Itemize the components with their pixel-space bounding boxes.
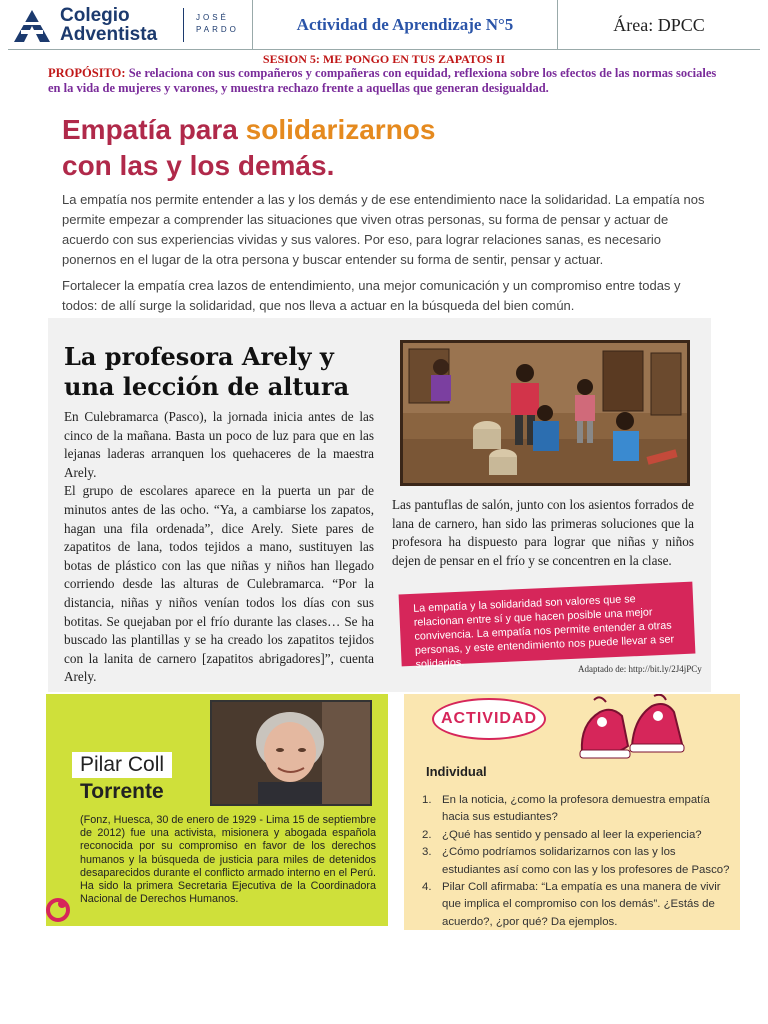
story-paragraph-2: El grupo de escolares aparece en la puerta un par de minutos antes de las ocho. “Ya, a cambiarse los zapatos, hagan una fila ordenada”, dice Arely. Siete pares de zapatitos de lana, todos tejidos a mano, sustituyen las botas de plástico con las que niñas y niños han llegado corriendo desde las alturas de Culebramarca. “Por la distancia, niñas y niños venían todos los días con sus botitas. Se quejaban por el frío durante las clases… Se ha buscado las plantillas y se ha creado los zapatitos tejidos con la lanita de carnero [zapatitos abrigadores]”, cuenta Arely. [64, 483, 374, 685]
portrait-icon [212, 702, 370, 804]
sneakers-icon [572, 694, 692, 766]
list-item [422, 879, 732, 931]
purpose [48, 66, 728, 96]
empathy-paragraph-2: Fortalecer la empatía crea lazos de entendimiento, una mejor comunicación y un compromiso entre todas y todos: de allí surge la solidaridad, que nos lleva a actuar en la búsqueda del bien común. [62, 278, 681, 313]
activity-box [404, 694, 740, 930]
list-item [422, 827, 732, 844]
decorative-swirl-icon [44, 894, 72, 924]
list-item [422, 844, 732, 879]
school-logo [8, 0, 253, 50]
logo-divider [183, 8, 184, 42]
empathy-paragraph-1: La empatía nos permite entender a las y los demás y de ese entendimiento nace la solidaridad. La empatía nos permite empezar a comprender las situaciones que viven otras personas, su forma de pensar y actuar de acuerdo con sus experiencias vividas y sus valores. Por eso, para lograr relaciones sanas, es necesario ponernos en el lugar de la otra persona y buscar entender su forma de sentir, pensar y actuar. [62, 192, 705, 267]
logo-sub2: PARDO [196, 25, 239, 34]
pilar-name: Pilar Coll [72, 752, 172, 778]
page-header [8, 0, 760, 50]
story-right-text: Las pantuflas de salón, junto con los asientos forrados de lana de carnero, han sido las primeras soluciones que la profesora ha dispuesto para lograr que niñas y niños dejen de pensar en el frío y se concentren en la clase. [392, 497, 694, 568]
pilar-coll-photo [210, 700, 372, 806]
empathy-title-c: con las y los demás. [62, 150, 335, 181]
empathy-title [62, 112, 435, 184]
school-logo-icon [12, 8, 52, 44]
pilar-coll-box [46, 694, 388, 926]
area-label: Área: DPCC [613, 14, 705, 35]
activity-badge: ACTIVIDAD [432, 698, 546, 740]
logo-line2: Adventista [60, 24, 158, 45]
purpose-text: Se relaciona con sus compañeros y compañeras con equidad, reflexiona sobre los efectos de las normas sociales en la vida de mujeres y varones, y muestra rechazo frente a aquellas que generan desigualdad. [48, 66, 717, 95]
empathy-title-highlight: solidarizarnos [245, 114, 436, 145]
empathy-title-a: Empatía para [62, 114, 246, 145]
story-source: Adaptado de: http://bit.ly/2J4jPCy [578, 664, 702, 674]
classroom-illustration-icon [403, 343, 687, 483]
pilar-bio: (Fonz, Huesca, 30 de enero de 1929 - Lima 15 de septiembre de 2012) fue una activista, misionera y abogada española reconocida por su compromiso en favor de los derechos humanos y la búsqueda de justicia para miles de detenidos desaparecidos durante el conflicto armado interno en el Perú. Ha sido la primera Secretaria Ejecutiva de la Coordinadora Nacional de Derechos Humanos. [80, 814, 376, 906]
item-number: 3. [422, 846, 432, 859]
logo-text [60, 6, 157, 44]
item-text: Pilar Coll afirmaba: “La empatía es una manera de vivir que implica el compromiso con los demás”. ¿Estás de acuerdo?, ¿por qué? Da ejemplos. [442, 881, 721, 928]
item-number: 4. [422, 881, 432, 894]
item-text: ¿Cómo podríamos solidarizarnos con las y los estudiantes así como con las y los profesores de Pasco? [442, 846, 730, 876]
session-title: SESION 5: ME PONGO EN TUS ZAPATOS II [262, 52, 506, 66]
item-text: En la noticia, ¿como la profesora demuestra empatía hacia sus estudiantes? [442, 794, 710, 824]
story-title-1: La profesora Arely y [64, 342, 334, 371]
story-left-text [64, 408, 374, 687]
logo-line1: Colegio [60, 5, 130, 26]
highlight-box: La empatía y la solidaridad son valores que se relacionan entre sí y que hacen posible una mejor convivencia. La empatía nos permite entender a otras personas, y este entendimiento nos puede llevar a ser solidarios. [399, 582, 696, 667]
item-text: ¿Qué has sentido y pensado al leer la experiencia? [442, 828, 702, 841]
activity-title: Actividad de Aprendizaje N°5 [253, 0, 558, 50]
activity-question-list [422, 792, 732, 931]
item-number: 1. [422, 794, 432, 806]
story-box [48, 318, 711, 692]
story-title [64, 342, 349, 402]
purpose-label: PROPÓSITO: [48, 66, 126, 80]
item-number: 2. [422, 828, 432, 841]
story-title-2: una lección de altura [64, 372, 350, 401]
story-paragraph-1: En Culebramarca (Pasco), la jornada inicia antes de las cinco de la mañana. Basta un poco de luz para que en las lejanas laderas arranquen los quehaceres de la maestra Arely. [64, 409, 374, 480]
logo-sub1: JOSÉ [196, 13, 229, 22]
pilar-surname: Torrente [80, 780, 164, 803]
logo-sub [196, 12, 239, 36]
activity-subtitle: Individual [426, 764, 487, 779]
classroom-illustration [400, 340, 690, 486]
list-item [422, 792, 732, 827]
